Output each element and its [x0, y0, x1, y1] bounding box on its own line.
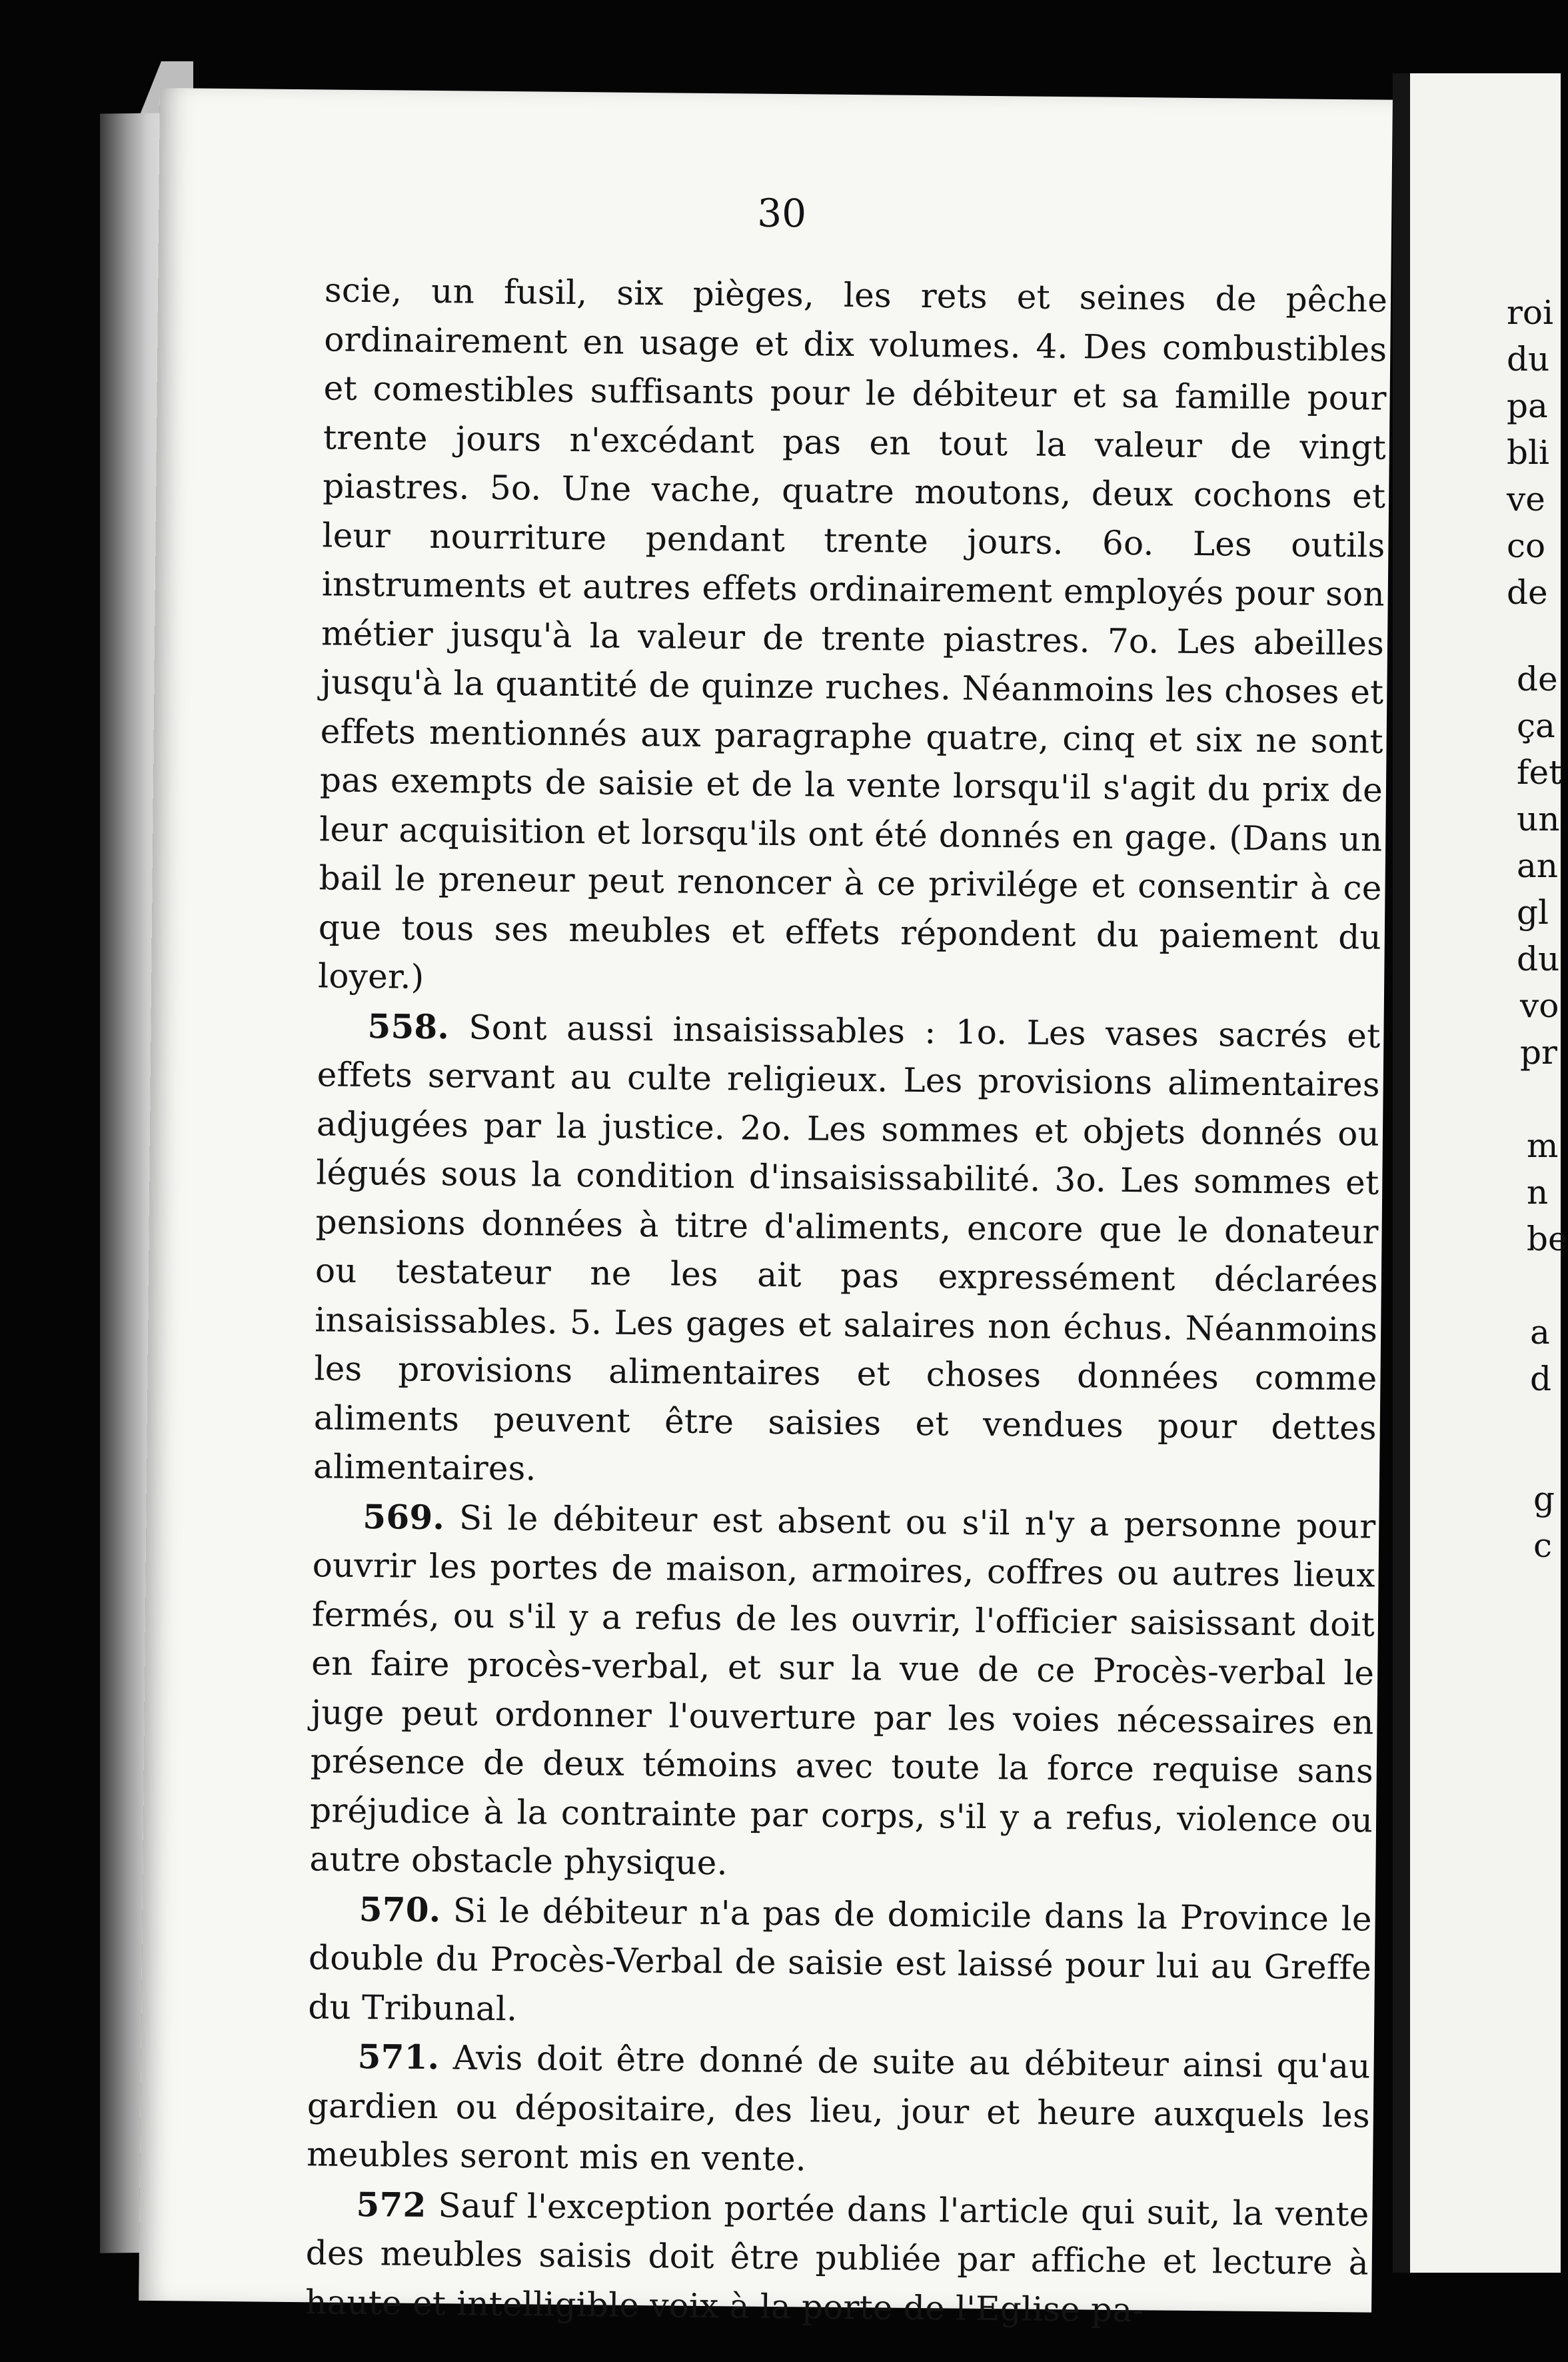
facing-page-fragment: be: [1527, 1220, 1568, 1258]
facing-page-fragment: vo: [1520, 986, 1559, 1025]
left-page: [139, 88, 1393, 2329]
facing-page-fragment: du: [1517, 940, 1560, 978]
facing-page-fragment: a: [1530, 1313, 1550, 1352]
facing-page-fragment: d: [1530, 1360, 1552, 1398]
article-number: 571.: [357, 2036, 440, 2077]
article-571: [307, 2031, 1371, 2189]
article-558: [313, 1001, 1381, 1502]
facing-page: [1410, 73, 1568, 2273]
facing-page-fragment: pr: [1520, 1033, 1557, 1072]
facing-page-fragment: pa: [1507, 387, 1548, 425]
facing-page-fragment: ve: [1507, 480, 1545, 519]
facing-page-fragment: co: [1507, 527, 1546, 565]
facing-page-fragment: roi: [1507, 293, 1553, 332]
facing-page-fragment: fet: [1517, 753, 1563, 792]
paragraph-text: Sont aussi insaisissables : 1o. Les vases sacrés et effets servant au culte religieux. Les provisions alimentaires adjugées par la justice. 2o. Les sommes et objets donnés ou légués sous la condition d'insaisissabilité. 3o. Les sommes et pensions données à titre d'aliments, encore que le donateur ou testateur ne les ait pas expressément déclarées insaisissables. 5. Les gages et salaires non échus. Néanmoins les provisions alimentaires et choses données comme aliments peuvent être saisies et vendues pour dettes alimentaires.: [313, 1007, 1381, 1488]
facing-page-fragment: n: [1527, 1173, 1549, 1212]
facing-page-fragment: g: [1533, 1480, 1555, 1518]
paragraph-continuation: [318, 266, 1388, 1011]
article-570: [308, 1884, 1372, 2042]
facing-page-fragment: ça: [1517, 706, 1555, 745]
facing-page-fragment: gl: [1517, 893, 1549, 932]
paragraph-text: Si le débiteur est absent ou s'il n'y a personne pour ouvrir les portes de maison, armoires, coffres ou autres lieux fermés, ou s'il y a refus de les ouvrir, l'officier saisissant doit en faire procès-verbal, et sur la vue de ce Procès-verbal le juge peut ordonner l'ouverture par les voies nécessaires en présence de deux témoins avec toute la force requise sans préjudice à la contrainte par corps, s'il y a refus, violence ou autre obstacle physique.: [309, 1498, 1376, 1883]
article-number: 558.: [367, 1006, 450, 1046]
page-number: 30: [757, 190, 807, 237]
article-569: [309, 1492, 1376, 1894]
facing-page-fragment: c: [1533, 1526, 1553, 1565]
article-572: [305, 2179, 1369, 2337]
facing-page-fragment: du: [1507, 340, 1550, 379]
facing-page-fragment: de: [1517, 660, 1558, 698]
article-number: 570.: [359, 1889, 441, 1929]
article-number: 572: [356, 2184, 426, 2225]
facing-page-fragment: un: [1517, 800, 1560, 838]
book-gutter: [1393, 73, 1410, 2273]
facing-page-fragment: m: [1527, 1126, 1559, 1165]
facing-page-fragment: an: [1517, 846, 1559, 885]
facing-page-fragment: de: [1507, 573, 1548, 612]
paragraph-text: Sauf l'exception portée dans l'article qui suit, la vente des meubles saisis doit être publiée par affiche et lecture à haute et intelligible voix à la porte de l'Eglise pa-: [305, 2185, 1369, 2329]
paragraph-text: Si le débiteur n'a pas de domicile dans la Province le double du Procès-Verbal de saisie est laissé pour lui au Greffe du Tribunal.: [308, 1890, 1372, 2028]
paragraph-text: Avis doit être donné de suite au débiteur ainsi qu'au gardien ou dépositaire, des lieu, jour et heure auxquels les meubles seront mis en vente.: [306, 2038, 1371, 2179]
facing-page-fragment: bli: [1507, 433, 1549, 472]
page-body: [305, 266, 1388, 2337]
paragraph-text: scie, un fusil, six pièges, les rets et seines de pêche ordinairement en usage et dix volumes. 4. Des combustibles et comestibles suffisants pour le débiteur et sa famille pour trente jours n'excédant pas en tout la valeur de vingt piastres. 5o. Une vache, quatre moutons, deux cochons et leur nourriture pendant trente jours. 6o. Les outils instruments et autres effets ordinairement employés pour son métier jusqu'à la valeur de trente piastres. 7o. Les abeilles jusqu'à la quantité de quinze ruches. Néanmoins les choses et effets mentionnés aux paragraphe quatre, cinq et six ne sont pas exempts de saisie et de la vente lorsqu'il s'agit du prix de leur acquisition et lorsqu'ils ont été donnés en gage. (Dans un bail le preneur peut renoncer à ce privilége et consentir à ce que tous ses meubles et effets répondent du paiement du loyer.): [317, 271, 1388, 996]
article-number: 569.: [363, 1496, 445, 1537]
